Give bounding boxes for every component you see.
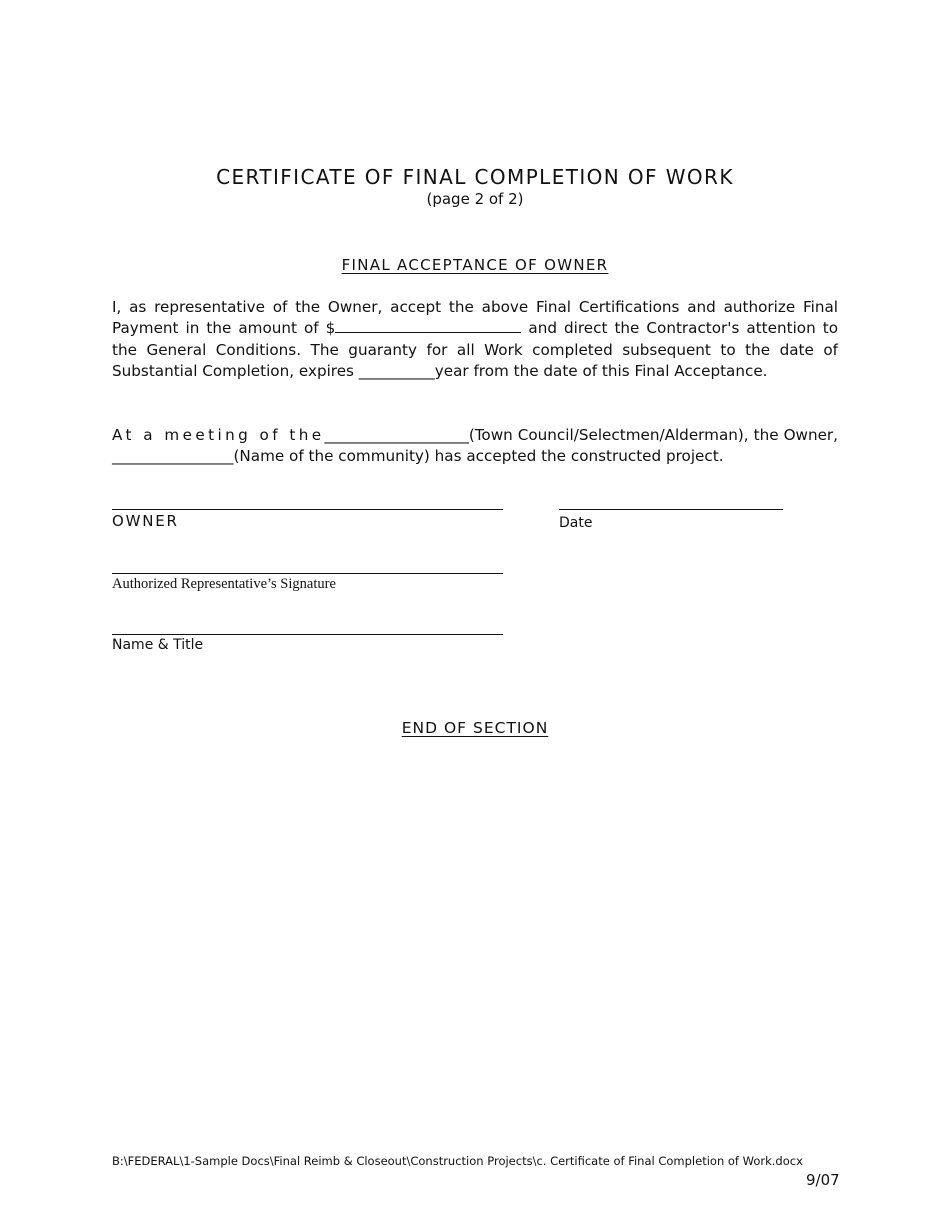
acceptance-paragraph bbox=[112, 297, 838, 382]
end-of-section-heading bbox=[0, 719, 950, 737]
name-title-line bbox=[112, 634, 503, 635]
owner-label: OWNER bbox=[112, 512, 179, 530]
authorized-signature-label: Authorized Representative’s Signature bbox=[112, 576, 336, 592]
end-of-section-text: END OF SECTION bbox=[401, 719, 549, 737]
date-signature-line bbox=[559, 509, 783, 510]
owner-signature-line bbox=[112, 509, 503, 510]
acceptance-paragraph-part1: I, as representative of the Owner, accept the above Final Certifications and authorize Final Payment in the amount of $ bbox=[112, 298, 838, 338]
document-subtitle: (page 2 of 2) bbox=[426, 190, 524, 208]
meeting-paragraph bbox=[112, 425, 838, 468]
meeting-paragraph-intro: At a meeting of the bbox=[112, 426, 325, 444]
name-title-label: Name & Title bbox=[112, 637, 204, 653]
section-heading-text: FINAL ACCEPTANCE OF OWNER bbox=[341, 256, 609, 274]
footer-file-path: B:\FEDERAL\1-Sample Docs\Final Reimb & Closeout\Construction Projects\c. Certificate of Final Completion of Work.docx bbox=[112, 1154, 803, 1168]
document-title: CERTIFICATE OF FINAL COMPLETION OF WORK bbox=[216, 165, 734, 189]
payment-amount-blank bbox=[335, 318, 521, 333]
section-heading bbox=[0, 256, 950, 274]
meeting-paragraph-rest: ___________________(Town Council/Selectmen/Alderman), the Owner, ________________(Name of the community) has accepted the constructed project. bbox=[112, 426, 838, 466]
footer-date: 9/07 bbox=[806, 1171, 840, 1189]
date-label: Date bbox=[559, 515, 593, 531]
acceptance-paragraph-part2: and direct the Contractor's attention to the General Conditions. The guaranty for all Work completed subsequent to the date of Substantial Completion, expires __________year from the date of this Final Acceptance. bbox=[112, 319, 838, 380]
authorized-signature-line bbox=[112, 573, 503, 574]
